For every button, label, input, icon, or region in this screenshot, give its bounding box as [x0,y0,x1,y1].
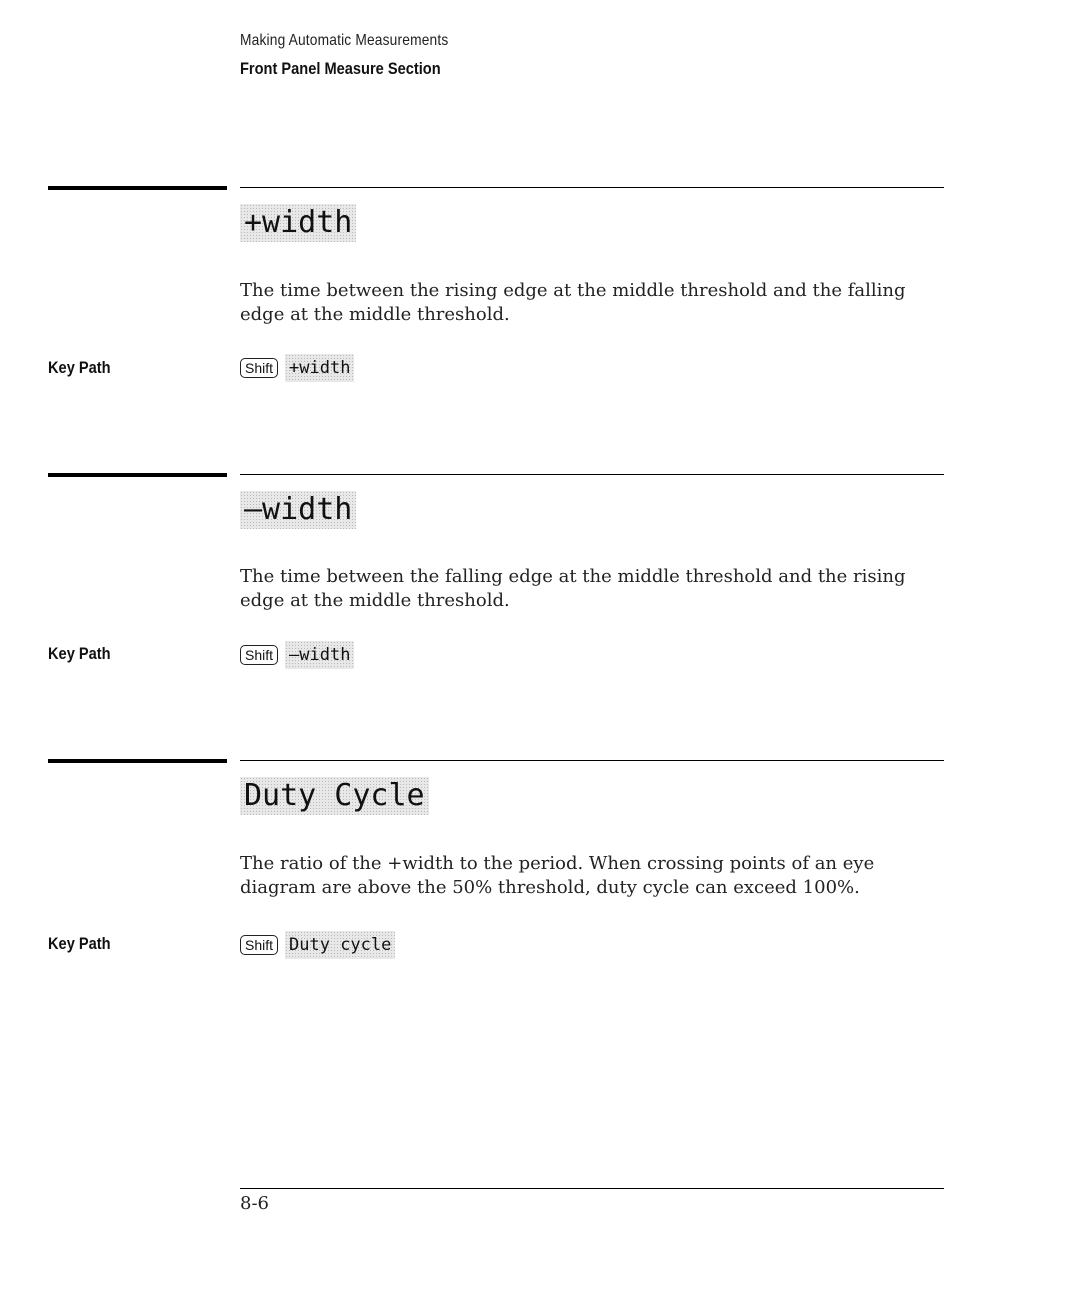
entry-title: Duty Cycle [240,777,429,815]
entry-title: –width [240,491,356,529]
key-path [240,931,395,959]
key-path-label: Key Path [48,644,111,663]
entry-title: +width [240,204,356,242]
shift-key[interactable]: Shift [240,935,278,955]
section-divider-thick [48,186,227,190]
section-divider-thin [240,187,944,188]
section-divider-thick [48,473,227,477]
footer-rule [240,1188,944,1189]
section-divider-thick [48,759,227,763]
key-path-label: Key Path [48,358,111,377]
section-title: Front Panel Measure Section [240,59,441,78]
section-divider-thin [240,760,944,761]
softkey-minus-width[interactable]: –width [285,641,354,669]
page-number: 8-6 [240,1193,269,1214]
key-path [240,354,354,382]
entry-description: The time between the rising edge at the middle threshold and the falling edge at the middle threshold. [240,280,906,325]
shift-key[interactable]: Shift [240,645,278,665]
section-divider-thin [240,474,944,475]
softkey-duty-cycle[interactable]: Duty cycle [285,931,395,959]
key-path-label: Key Path [48,934,111,953]
shift-key[interactable]: Shift [240,358,278,378]
running-head: Making Automatic Measurements [240,32,449,49]
key-path [240,641,354,669]
entry-description: The ratio of the +width to the period. When crossing points of an eye diagram are above the 50% threshold, duty cycle can exceed 100%. [240,853,875,898]
entry-description: The time between the falling edge at the middle threshold and the rising edge at the middle threshold. [240,566,906,611]
softkey-plus-width[interactable]: +width [285,354,354,382]
